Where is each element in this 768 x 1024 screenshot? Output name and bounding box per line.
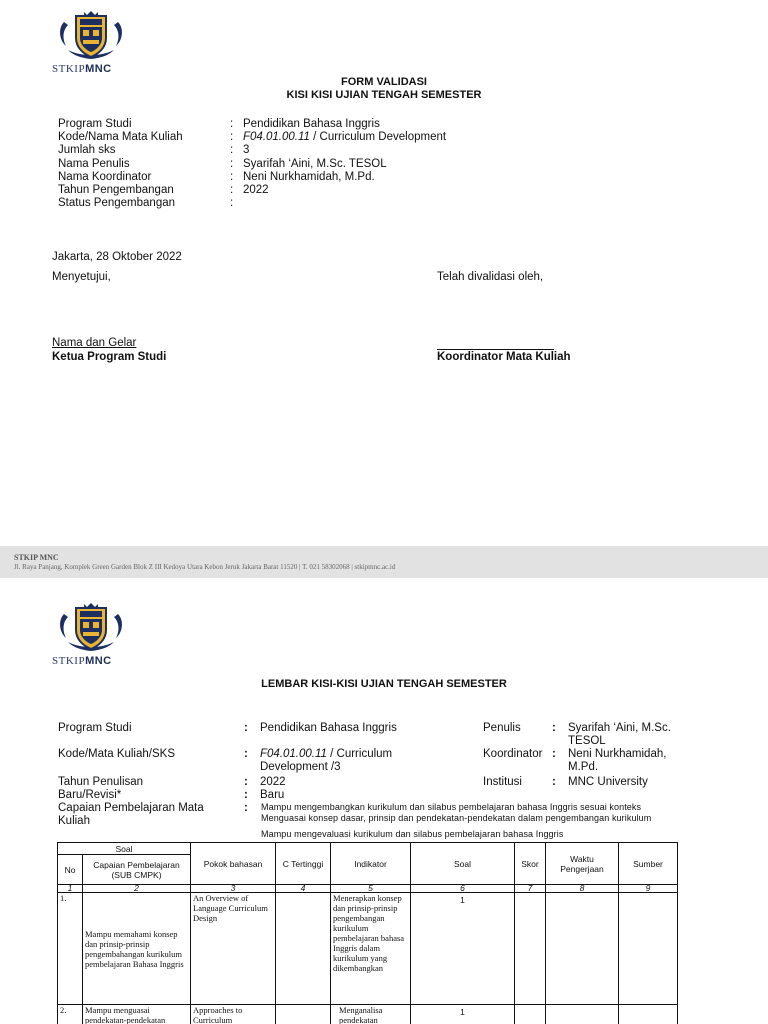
validated-label: Telah divalidasi oleh, <box>437 271 544 283</box>
row-time <box>546 893 619 1005</box>
field-colon: : <box>230 171 234 183</box>
footer-institution: STKIP MNC <box>14 553 59 562</box>
table-row <box>58 893 678 1005</box>
p2-label-writer: Penulis <box>483 722 521 734</box>
shield-crest-icon <box>56 10 126 62</box>
p2-value-coordinator-cont: M.Pd. <box>568 761 599 773</box>
shield-crest-icon <box>56 602 126 654</box>
p2-value-code: F04.01.00.11 / Curriculum <box>260 748 393 760</box>
row-question: 1 <box>411 893 515 1005</box>
field-label-program: Program Studi <box>58 118 132 130</box>
p2-value-writer: Syarifah ‘Aini, M.Sc. <box>568 722 671 734</box>
col-number: 2 <box>83 885 191 893</box>
row-score <box>515 893 546 1005</box>
field-colon: : <box>230 197 234 209</box>
field-label-writer: Nama Penulis <box>58 158 130 170</box>
row-source <box>619 893 678 1005</box>
col-number: 8 <box>546 885 619 893</box>
row-question: 1 <box>411 1005 515 1024</box>
logo-text: STKIPMNC <box>52 655 112 667</box>
p2-label-cpmk: Capaian Pembelajaran Mata <box>58 802 204 814</box>
row-topic: An Overview of Language Curriculum Design <box>191 893 276 1005</box>
place-date: Jakarta, 28 Oktober 2022 <box>52 251 182 263</box>
p2-value-year: 2022 <box>260 776 286 788</box>
p2-cpmk-line2: Menguasai konsep dasar, prinsip dan pendekatan-pendekatan dalam pengembangan kurikulum <box>261 813 652 823</box>
header-indicator: Indikator <box>331 843 411 885</box>
field-label-year: Tahun Pengembangan <box>58 184 174 196</box>
p2-colon: : <box>244 789 248 801</box>
row-cpmk: Mampu menguasai pendekatan-pendekatan <box>83 1005 191 1024</box>
p2-colon: : <box>552 722 556 734</box>
field-label-course: Kode/Nama Mata Kuliah <box>58 131 183 143</box>
row-time <box>546 1005 619 1024</box>
p2-cpmk-line3: Mampu mengevaluasi kurikulum dan silabus pembelajaran bahasa Inggris <box>261 829 564 839</box>
header-no: No <box>58 855 83 885</box>
col-number: 4 <box>276 885 331 893</box>
col-number: 6 <box>411 885 515 893</box>
p2-value-coordinator: Neni Nurkhamidah, <box>568 748 667 760</box>
approved-label: Menyetujui, <box>52 271 111 283</box>
field-value-course: F04.01.00.11 / Curriculum Development <box>243 131 447 143</box>
p2-label-code: Kode/Mata Kuliah/SKS <box>58 748 175 760</box>
p2-value-institution: MNC University <box>568 776 648 788</box>
form-title-line2: KISI KISI UJIAN TENGAH SEMESTER <box>286 89 482 101</box>
header-source: Sumber <box>619 843 678 885</box>
field-colon: : <box>230 184 234 196</box>
col-number: 7 <box>515 885 546 893</box>
row-score <box>515 1005 546 1024</box>
table-row <box>58 1005 678 1024</box>
row-indicator: Menganalisa pendekatan <box>331 1005 411 1024</box>
row-indicator: Menerapkan konsep dan prinsip-prinsip pengembangan kurikulum pembelajaran bahasa Inggris dalam kurikulum yang dikembangkan <box>331 893 411 1005</box>
p2-value-program: Pendidikan Bahasa Inggris <box>260 722 397 734</box>
p2-value-writer-cont: TESOL <box>568 735 606 747</box>
row-topic: Approaches to Curriculum <box>191 1005 276 1024</box>
form-title-line1: FORM VALIDASI <box>341 76 427 88</box>
col-number: 1 <box>58 885 83 893</box>
kisi-table <box>57 842 678 1024</box>
p2-colon: : <box>244 776 248 788</box>
p2-label-coordinator: Koordinator <box>483 748 543 760</box>
field-label-status: Status Pengembangan <box>58 197 176 209</box>
field-value-writer: Syarifah ‘Aini, M.Sc. TESOL <box>243 158 387 170</box>
p2-label-year: Tahun Penulisan <box>58 776 144 788</box>
col-number: 5 <box>331 885 411 893</box>
table-number-row <box>58 885 678 893</box>
field-colon: : <box>230 118 234 130</box>
field-colon: : <box>230 158 234 170</box>
row-no: 1. <box>58 893 83 1005</box>
col-number: 9 <box>619 885 678 893</box>
header-c: C Tertinggi <box>276 843 331 885</box>
p2-colon: : <box>552 776 556 788</box>
header-cpmk: Capaian Pembelajaran (SUB CMPK) <box>83 855 191 885</box>
signer-name-placeholder: Nama dan Gelar <box>52 337 137 349</box>
col-number: 3 <box>191 885 276 893</box>
field-value-sks: 3 <box>243 144 250 156</box>
header-time: Waktu Pengerjaan <box>546 843 619 885</box>
field-value-year: 2022 <box>243 184 269 196</box>
row-no: 2. <box>58 1005 83 1024</box>
field-value-coordinator: Neni Nurkhamidah, M.Pd. <box>243 171 375 183</box>
field-label-sks: Jumlah sks <box>58 144 116 156</box>
p2-colon: : <box>244 748 248 760</box>
page-footer <box>0 546 768 578</box>
p2-colon: : <box>552 748 556 760</box>
field-colon: : <box>230 131 234 143</box>
header-score: Skor <box>515 843 546 885</box>
logo-text: STKIPMNC <box>52 63 112 75</box>
p2-value-code-cont: Development /3 <box>260 761 341 773</box>
header-topic: Pokok bahasan <box>191 843 276 885</box>
p2-colon: : <box>244 722 248 734</box>
group-header-soal: Soal <box>58 843 191 855</box>
p2-label-cpmk-cont: Kuliah <box>58 815 90 827</box>
row-c <box>276 893 331 1005</box>
footer-address: Jl. Raya Panjang, Komplek Green Garden Blok Z III Kedoya Utara Kebon Jeruk Jakarta Barat 11520 | T. 021 58302068 | stkipmnc.ac.id <box>14 563 396 571</box>
p2-value-revision: Baru <box>260 789 285 801</box>
row-c <box>276 1005 331 1024</box>
header-question: Soal <box>411 843 515 885</box>
left-signer-role: Ketua Program Studi <box>52 351 167 363</box>
p2-label-program: Program Studi <box>58 722 132 734</box>
stkip-mnc-logo <box>52 602 130 672</box>
field-value-program: Pendidikan Bahasa Inggris <box>243 118 380 130</box>
p2-cpmk-line1: Mampu mengembangkan kurikulum dan silabus pembelajaran bahasa Inggris sesuai konteks <box>261 802 642 812</box>
right-signer-role: Koordinator Mata Kuliah <box>437 351 571 363</box>
p2-colon: : <box>244 802 248 814</box>
signature-line <box>437 349 554 350</box>
row-source <box>619 1005 678 1024</box>
kisi-title: LEMBAR KISI-KISI UJIAN TENGAH SEMESTER <box>261 678 507 690</box>
stkip-mnc-logo <box>52 10 130 80</box>
p2-label-institution: Institusi <box>483 776 522 788</box>
row-cpmk: Mampu memahami konsep dan prinsip-prinsip pengembahangan kurikulum pembelajaran Bahasa Inggris <box>83 893 191 1005</box>
field-label-coordinator: Nama Koordinator <box>58 171 152 183</box>
field-colon: : <box>230 144 234 156</box>
table-group-header-row <box>58 843 678 855</box>
p2-label-revision: Baru/Revisi* <box>58 789 122 801</box>
